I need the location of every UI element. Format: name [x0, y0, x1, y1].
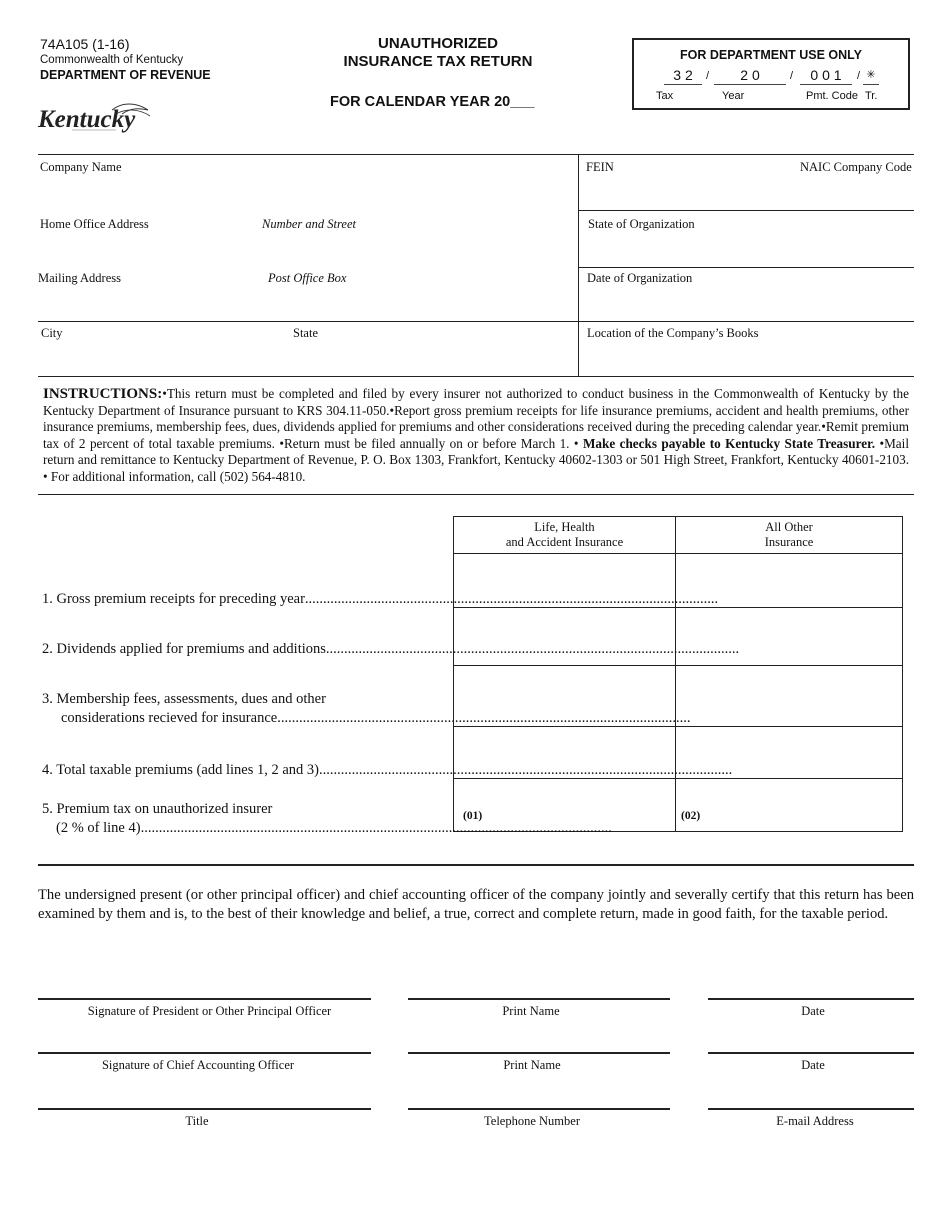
line5-label-part1: 5. Premium tax on unauthorized insurer	[42, 801, 273, 817]
line5-code-01: (01)	[463, 810, 483, 822]
code-separator: /	[706, 70, 710, 82]
department-use-title: FOR DEPARTMENT USE ONLY	[680, 48, 862, 62]
col1-header: Life, Health and Accident Insurance	[505, 520, 624, 549]
form-number: 74A105 (1-16)	[40, 36, 130, 52]
fein-field[interactable]: FEIN	[586, 160, 614, 174]
tr-code-field: ✳	[863, 66, 879, 85]
print-name-1-line[interactable]	[408, 998, 670, 1000]
title-label: Title	[185, 1114, 209, 1128]
city-field[interactable]: City	[41, 326, 63, 340]
year-label: Year	[722, 90, 745, 102]
instruction-text: This return must be completed and filed by every insurer not authorized to conduct business in the Commonwealth of Kentucky by the Kentucky Department of Insurance pursuant to KRS 304.11-050.	[43, 386, 909, 418]
title-line[interactable]	[38, 1108, 371, 1110]
tr-label: Tr.	[865, 90, 878, 102]
section-divider	[38, 494, 914, 495]
telephone-label: Telephone Number	[484, 1114, 580, 1128]
instruction-text: Report gross premium receipts for life insurance premiums, accident and health premiums, other insurance premiums, membership fees, dues, dividends applied for premiums and other considerations received during the preceding calendar year.	[43, 402, 909, 434]
line1-label: 1. Gross premium receipts for preceding year ..................................................................................................................	[42, 591, 719, 607]
date-2-label: Date	[801, 1058, 825, 1072]
president-signature-label: Signature of President or Other Principal Officer	[87, 1004, 332, 1018]
kentucky-logo-text: Kentucky	[38, 106, 136, 133]
instruction-text-bold: Make checks payable to Kentucky State Treasurer.	[582, 435, 876, 451]
line2-label: 2. Dividends applied for premiums and additions ..................................................................................................................	[42, 641, 740, 657]
naic-code-field[interactable]: NAIC Company Code	[800, 160, 912, 174]
year-code-field: 2 0	[714, 66, 786, 85]
bullet: •	[573, 435, 579, 451]
print-name-1-label: Print Name	[502, 1004, 560, 1018]
pmt-code-field: 0 0 1	[800, 66, 852, 85]
calendar-year-field[interactable]: FOR CALENDAR YEAR 20___	[330, 94, 535, 110]
commonwealth-label: Commonwealth of Kentucky	[40, 54, 184, 66]
bullet: •	[43, 468, 48, 484]
line5-other-input[interactable]	[675, 778, 903, 832]
section-divider	[38, 864, 914, 866]
grid-divider	[578, 154, 579, 376]
bullet: •	[162, 386, 167, 401]
department-label: DEPARTMENT OF REVENUE	[40, 68, 211, 82]
email-line[interactable]	[708, 1108, 914, 1110]
line5-code-02: (02)	[681, 810, 701, 822]
print-name-2-line[interactable]	[408, 1052, 670, 1054]
form-title-line1: UNAUTHORIZED	[378, 35, 498, 52]
pmt-code-label: Pmt. Code	[806, 90, 858, 102]
bullet: •	[389, 402, 395, 418]
certification-text: The undersigned present (or other principal officer) and chief accounting officer of the company jointly and severally certify that this return has been examined by them and is, to the best of their knowledge and belief, a true, correct and complete return, made in good faith, for the taxable period.	[38, 887, 914, 922]
instruction-text: Mail return and remittance to Kentucky Department of Revenue, P. O. Box 1303, Frankfort, Kentucky 40602-1303 or 501 High Street, Frankfort, Kentucky 40601-2103.	[43, 435, 909, 467]
instructions-heading: INSTRUCTIONS:	[43, 386, 163, 402]
email-label: E-mail Address	[776, 1114, 854, 1128]
date-1-line[interactable]	[708, 998, 914, 1000]
date-1-label: Date	[801, 1004, 825, 1018]
books-location-field[interactable]: Location of the Company’s Books	[587, 326, 759, 340]
line4-label: 4. Total taxable premiums (add lines 1, 2 and 3) ..................................................................................................................	[42, 762, 733, 778]
col2-header: All Other Insurance	[764, 520, 814, 549]
company-name-field[interactable]: Company Name	[40, 160, 122, 174]
state-field[interactable]: State	[293, 326, 318, 340]
president-signature-line[interactable]	[38, 998, 371, 1000]
instruction-text: For additional information, call (502) 564-4810.	[50, 468, 306, 484]
tax-label: Tax	[656, 90, 674, 102]
line3-other-input[interactable]	[675, 665, 903, 727]
instruction-text: Remit premium tax of 2 percent of total taxable premiums.	[43, 419, 909, 451]
grid-line	[578, 210, 914, 211]
accounting-signature-line[interactable]	[38, 1052, 371, 1054]
bullet: •	[879, 435, 885, 451]
grid-line	[38, 376, 914, 377]
code-separator: /	[857, 70, 861, 82]
grid-line	[38, 321, 914, 322]
line5-label-part2: (2 % of line 4) ..................................................................................................................................	[56, 820, 612, 836]
line3-label-part2: considerations recieved for insurance ..................................................................................................................	[61, 710, 691, 726]
date-of-organization-field[interactable]: Date of Organization	[587, 271, 693, 285]
telephone-line[interactable]	[408, 1108, 670, 1110]
tax-code-field: 3 2	[664, 66, 702, 85]
form-title-line2: INSURANCE TAX RETURN	[343, 53, 533, 70]
print-name-2-label: Print Name	[503, 1058, 561, 1072]
number-street-label: Number and Street	[262, 217, 356, 231]
line3-label-part1: 3. Membership fees, assessments, dues and other	[42, 691, 326, 707]
grid-line	[38, 154, 914, 155]
department-use-box	[632, 38, 910, 110]
bullet: •	[279, 435, 284, 451]
code-separator: /	[790, 70, 794, 82]
home-office-address-field[interactable]: Home Office Address	[40, 217, 149, 231]
bullet: •	[821, 419, 826, 434]
kentucky-logo	[36, 100, 156, 140]
po-box-label: Post Office Box	[268, 271, 347, 285]
grid-line	[578, 267, 914, 268]
date-2-line[interactable]	[708, 1052, 914, 1054]
instructions-block	[43, 386, 909, 485]
instruction-text: Return must be filed annually on or before March 1.	[284, 435, 570, 451]
accounting-signature-label: Signature of Chief Accounting Officer	[101, 1058, 295, 1072]
state-of-organization-field[interactable]: State of Organization	[588, 217, 695, 231]
mailing-address-field[interactable]: Mailing Address	[38, 271, 121, 285]
